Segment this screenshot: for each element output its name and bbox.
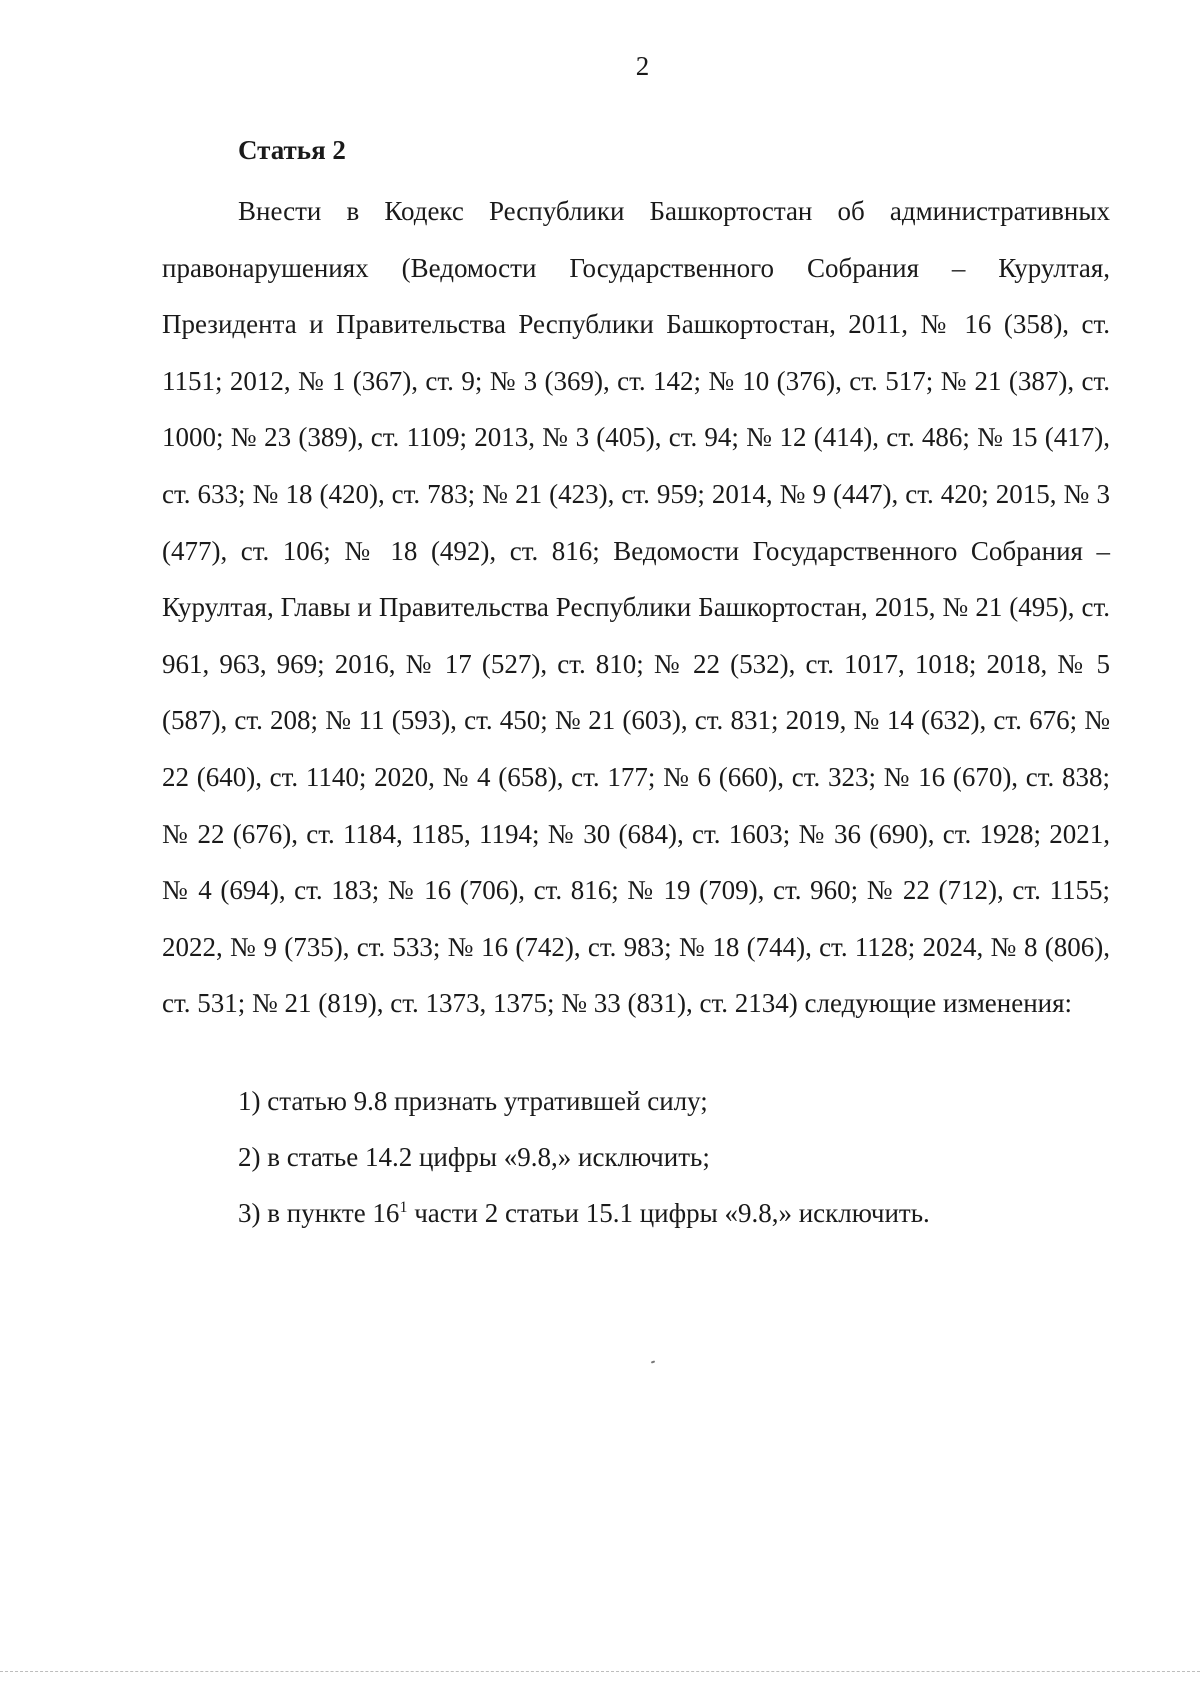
amendment-item-1: 1) статью 9.8 признать утратившей силу; [238, 1086, 708, 1116]
article-paragraph: Внести в Кодекс Республики Башкортостан об административных правонарушениях (Ведомости Государственного Собрания – Курултая, Президента и Правительства Республики Башкортостан, 2011, № 16 (358), ст. 1151; 2012, № 1 (367), ст. 9; № 3 (369), ст. 142; № 10 (376), ст. 517; № 21 (387), ст. 1000; № 23 (389), ст. 1109; 2013, № 3 (405), ст. 94; № 12 (414), ст. 486; № 15 (417), ст. 633; № 18 (420), ст. 783; № 21 (423), ст. 959; 2014, № 9 (447), ст. 420; 2015, № 3 (477), ст. 106; № 18 (492), ст. 816; Ведомости Государственного Собрания – Курултая, Главы и Правительства Республики Башкортостан, 2015, № 21 (495), ст. 961, 963, 969; 2016, № 17 (527), ст. 810; № 22 (532), ст. 1017, 1018; 2018, № 5 (587), ст. 208; № 11 (593), ст. 450; № 21 (603), ст. 831; 2019, № 14 (632), ст. 676; № 22 (640), ст. 1140; 2020, № 4 (658), ст. 177; № 6 (660), ст. 323; № 16 (670), ст. 838; № 22 (676), ст. 1184, 1185, 1194; № 30 (684), ст. 1603; № 36 (690), ст. 1928; 2021, № 4 (694), ст. 183; № 16 (706), ст. 816; № 19 (709), ст. 960; № 22 (712), ст. 1155; 2022, № 9 (735), ст. 533; № 16 (742), ст. 983; № 18 (744), ст. 1128; 2024, № 8 (806), ст. 531; № 21 (819), ст. 1373, 1375; № 33 (831), ст. 2134) следующие изменения: [162, 196, 1110, 1019]
amendments-list [238, 1073, 930, 1241]
amendment-item-2: 2) в статье 14.2 цифры «9.8,» исключить; [238, 1142, 710, 1172]
page-number: 2 [635, 51, 650, 81]
scan-speck [651, 1360, 655, 1363]
amendment-item-3-superscript: 1 [399, 1199, 408, 1216]
amendment-item-3-end: части 2 статьи 15.1 цифры «9.8,» исключить. [407, 1198, 930, 1228]
article-heading: Статья 2 [238, 135, 346, 165]
amendment-item-3 [238, 1185, 930, 1241]
amendment-item-3-start: 3) в пункте 16 [238, 1198, 400, 1228]
scan-edge-line [0, 1671, 1200, 1672]
